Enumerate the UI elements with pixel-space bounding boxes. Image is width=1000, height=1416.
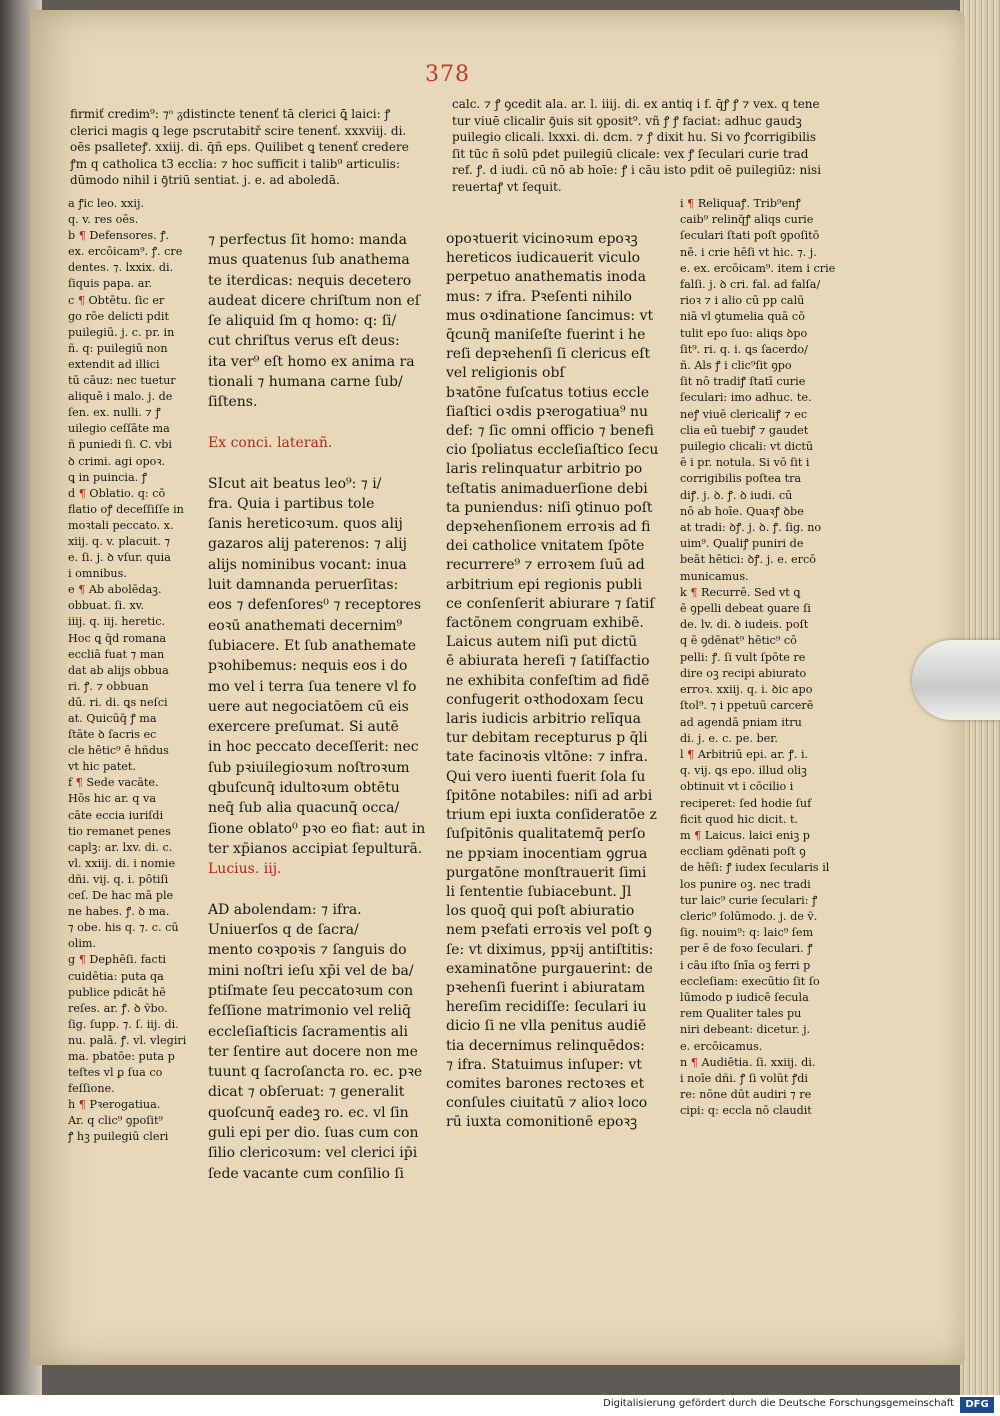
gloss-left-line: tio remanet penes [68, 824, 171, 838]
gloss-right-line: ſig. nouim⁹: q: laic⁹ ſem [680, 926, 814, 940]
top-right-line: reuertaꝭ vt ſequit. [452, 179, 562, 194]
gloss-right-line: reciperet: ſed hodie ſuf [680, 796, 812, 810]
gloss-left-line: a ꝭic leo. xxij. [68, 197, 145, 210]
gloss-right-line: l ¶ Arbitriū epi. ar. ꝭ. i. [680, 747, 809, 761]
gloss-left-line: e ¶ Ab abolēdaꝫ. [68, 583, 162, 597]
main-left-line: audeat dicere chriſtum non eſ [208, 292, 420, 309]
gloss-right-line: corrigibilis poſtea tra [680, 472, 802, 486]
main-left-line: Uniuerſos q de ſacra/ [208, 922, 359, 939]
gloss-left-line: dū. ri. di. ꝗs neſci [68, 695, 168, 709]
gloss-right-line: q ē ꝯdēnat⁹ hētic⁹ cō [680, 634, 797, 648]
gloss-left-line: puilegiū. j. c. pr. in [68, 325, 175, 339]
main-right-line: rū iuxta comonitionē epoꝛꝫ [446, 1114, 638, 1131]
gloss-left-line: uilegio ceſſāte ma [68, 422, 170, 436]
gloss-column-left [68, 196, 200, 1146]
gloss-right-line: m ¶ Laicus. laici eniꝫ p [680, 828, 810, 842]
gloss-right-line: puilegio clicali: vt dictū [680, 440, 814, 454]
gloss-left-line: ceſ. De hac mā ple [68, 889, 174, 903]
gloss-left-line: feſſione. [68, 1082, 115, 1096]
gloss-left-line: c ¶ Obtētu. ſic er [68, 293, 165, 307]
gloss-left-line: olim. [68, 937, 97, 951]
gloss-right-line: niri debeant: dicetur. j. [680, 1023, 811, 1037]
main-left-line: mo vel i terra ſua tenere vl fo [208, 678, 417, 695]
main-right-line: mus oꝛdinatione ſancimus: vt [446, 307, 654, 324]
gloss-right-line: neꝭ viuē clericaliꝭ ⁊ ec [680, 407, 808, 421]
main-left-line: ptiſmate ſeu peccatoꝛum con [208, 982, 414, 999]
gloss-left-line: go rōe delicti pdit [68, 309, 169, 323]
main-right-line: laris relinquatur arbitrio po [446, 461, 643, 478]
top-left-line: ꝭm q catholica t3 ecclia: ⁊ hoc sufficit i talib⁹ articulis: [70, 156, 400, 171]
main-right-line: ſuſpitōnis qualitatemq̄ perſo [446, 826, 646, 843]
main-right-line: tia decernimus relinquēdos: [446, 1037, 645, 1054]
main-right-line: ne exhibita confeſtim ad fidē [446, 672, 650, 689]
gloss-left-line: dentes. ⁊. lxxix. di. [68, 261, 174, 275]
gloss-right-line: beāt hētici: ꝺꝭ. j. e. ercō [680, 553, 816, 567]
main-right-line: dicio ſi ne vlla penitus audiē [446, 1018, 647, 1035]
main-right-line: ſiaſtici oꝛdis pꝛerogatiua⁹ nu [446, 403, 649, 420]
main-left-line: mini noſtri ieſu xp̄i vel de ba/ [208, 962, 414, 979]
gloss-left-line: nu. palā. ꝭ. vl. vlegiri [68, 1033, 187, 1047]
gloss-left-line: ſig. ſupp. ⁊. ſ. iij. di. [68, 1017, 179, 1031]
gloss-left-line: Hōs hic ar. q va [68, 792, 157, 806]
main-right-line: ta puniendus: niſi ꝯtinuo poſt [446, 499, 653, 516]
main-right-line: confugerit oꝛthodoxam ſecu [446, 691, 644, 708]
gloss-right-line: i ¶ Reliquaꝭ. Trib⁹enꝭ [680, 197, 801, 210]
main-right-line: hereticos iudicauerit viculo [446, 250, 641, 267]
gloss-right-line: di. j. e. c. pe. ber. [680, 731, 778, 745]
gloss-right-line: i cāu iſto ſnīa oꝫ ferri p [680, 958, 811, 972]
gloss-right-line: rioꝛ ⁊ i alio cū pp calū [680, 294, 805, 308]
main-left-line: AD abolendam: ⁊ ifra. [208, 901, 362, 918]
gloss-left-line: xiij. q. v. placuit. ⁊ [68, 534, 171, 548]
gloss-right-line: erroꝛ. xxiij. q. i. ꝺic apo [680, 683, 813, 697]
gloss-right-line: uim⁹. Qualiꝭ puniri de [680, 537, 804, 551]
gloss-left-line: Ar. q clic⁹ ꝯpoſit⁹ [68, 1114, 163, 1128]
main-left-line: eccleſiaſticis ſacramentis ali [208, 1023, 408, 1040]
top-left-line: oēs psalleteꝭ. xxiij. di. q̄ñ eps. Quilibet ꝗ tenenť credere [70, 140, 409, 154]
main-right-line: tur debitam recepturus p q̄li [446, 730, 648, 747]
gloss-right-line: cleric⁹ ſolūmodo. j. de ṽ. [680, 909, 818, 923]
gloss-right-line: falſi. j. ꝺ cri. fal. ad falſa/ [680, 278, 821, 292]
folio-number: 378 [425, 62, 470, 87]
gloss-right-line: nē. i crie hēſi vt hic. ⁊. j. [680, 245, 817, 259]
gloss-right-line: per ē de foꝛo ſeculari. ꝭ [680, 942, 813, 956]
main-left-line: alijs nominibus vocant: inua [208, 556, 407, 573]
gloss-right-line: e. ercōicamus. [680, 1039, 763, 1053]
footer-bar [0, 1395, 1000, 1416]
dfg-logo: DFG [960, 1397, 994, 1413]
main-right-line: reſi depꝛehenſi ſi clericus eſt [446, 346, 651, 363]
gloss-left-line: ſtāte ꝺ ſacris ec [68, 728, 157, 742]
gloss-right-line: rem Qualiter tales pu [680, 1007, 802, 1021]
gloss-left-line: g ¶ Deꝑhēſi. facti [68, 953, 166, 967]
gloss-left-line: teſtes vl ꝑ ſua co [68, 1066, 163, 1080]
gloss-left-line: d ¶ Oblatio. q: cō [68, 486, 166, 500]
main-left-line: tuunt q ſacroſancta ro. ec. pꝛe [208, 1064, 423, 1081]
main-right-line: laris iudicis arbitrio relīqua [446, 711, 641, 728]
main-right-line: factōnem congruam exhibē. [446, 615, 644, 632]
main-left-line: ſione oblato⁰ pꝛo eo fiat: aut in [208, 820, 426, 837]
main-left-line: guli epi per dio. ſuas cum con [208, 1125, 419, 1142]
main-right-line: q̄cunq̄ maniſeſte fuerint i he [446, 327, 646, 344]
gloss-right-line: de hēſi: ꝭ iudex ſecularis il [680, 861, 830, 875]
gloss-right-line: ſeculari: imo adhuc. te. [680, 391, 812, 405]
gloss-left-line: e. ſi. j. ꝺ vſur. quia [68, 551, 171, 565]
gloss-right-line: at tradi: ꝺꝭ. j. ꝺ. ꝭ. ſig. no [680, 521, 822, 535]
gloss-column-right [680, 196, 856, 1120]
main-right-line: bꝛatōne fuſcatus totius eccle [446, 384, 650, 401]
gloss-left-line: Hoc ꝗ q̄d romana [68, 631, 167, 645]
main-left-line: cut chriſtus verus eſt deus: [208, 333, 400, 350]
main-right-line: purgatōne monſtrauerit ſimi [446, 864, 647, 881]
gloss-left-line: tū cāuz: nec tuetur [68, 374, 176, 388]
gloss-right-line: e. ex. ercōicam⁹. item i crie [680, 261, 836, 275]
top-right-line: ref. ꝭ. d iudi. cū nō ab hoīe: ꝭ i cāu isto pdit oē puilegiūz: nisi [452, 163, 822, 177]
main-left-line: uere aut negociatōem cū eis [208, 698, 409, 715]
top-right-line: calc. ⁊ ꝭ ꝯcedit ala. ar. l. iiij. di. ex antiq i f. q̄ꝭ ꝭ ⁊ vex. q tene [452, 97, 820, 111]
gloss-left-line: ñ puniedi ſi. C. vbi [68, 438, 172, 452]
gloss-right-line: n ¶ Audiētia. ſi. xxiij. di. [680, 1055, 816, 1069]
main-left-line: mus quatenus ſub anathema [208, 252, 410, 269]
main-right-line: hereſim recidiſſe: ſeculari iu [446, 999, 647, 1016]
gloss-right-line: nō ab hoīe. Quaꝛꝭ ꝺbe [680, 504, 804, 518]
main-left-line: ⁊ perfectus ſit homo: manda [208, 232, 407, 248]
main-right-line: ſpitōne notabiles: niſi ad arbi [446, 787, 653, 804]
gloss-right-line: ſit⁹. ri. q. i. ꝗs ſacerdo/ [680, 342, 808, 356]
gloss-left-line: ſen. ex. nulli. ⁊ ꝭ [68, 406, 161, 420]
main-left-line: ſub pꝛiuilegioꝛum noſtroꝛum [208, 759, 410, 776]
top-left-line: clerici magis ꝗ lege pscrutabitř scire tenenť. xxxviij. di. [70, 123, 407, 138]
main-left-line: ſiſtens. [208, 394, 258, 411]
main-left-line: SIcut ait beatus leo⁹: ⁊ i/ [208, 475, 382, 492]
main-right-line: cio ſpoliatus eccleſiaſtico ſecu [446, 442, 659, 459]
gloss-left-line: vl. xxiij. di. i nomie [68, 856, 176, 870]
top-left-line: dūmodo nihil i ꝯ̄triū sentiat. j. e. ad aboledā. [70, 173, 340, 187]
gloss-left-line: reſes. ar. ꝭ. ꝺ ṽbo. [68, 1001, 168, 1015]
main-right-line: Laicus autem niſi put dictū [446, 634, 638, 651]
main-left-line: mento coꝛpoꝛis ⁊ ſanguis do [208, 942, 407, 959]
gloss-left-line: at. Quicūq̄ ꝭ ma [68, 712, 157, 725]
main-right-line: los quoq̄ qui poſt abiuratio [446, 903, 635, 920]
gloss-left-line: ma. pbatōe: puta p [68, 1049, 175, 1063]
main-left-line [208, 880, 440, 900]
gloss-left-line: eccliā fuat ⁊ man [68, 647, 165, 661]
gloss-right-line: dire oꝫ recipi abiurato [680, 666, 807, 680]
gloss-left-line: ex. ercōicam⁹. ꝭ. cre [68, 245, 183, 259]
top-gloss-right [452, 96, 852, 195]
gloss-right-line: ſeculari ſtati poſt ꝯpoſitō [680, 229, 820, 243]
main-left-line: dicat ⁊ obſeruat: ⁊ generalit [208, 1084, 405, 1101]
main-right-line: tate facinoꝛis vltōne: ⁊ infra. [446, 749, 648, 766]
main-right-line: def: ⁊ ſic omni officio ⁊ benefi [446, 423, 654, 440]
gloss-left-line: f ¶ Sede vacāte. [68, 776, 159, 790]
gloss-right-line: ſit nō tradiꝭ ſtatī curie [680, 375, 806, 389]
main-left-line: quoſcunq̄ eadeꝫ ro. ec. vl ſin [208, 1104, 409, 1121]
gloss-right-line: municamus. [680, 569, 749, 583]
main-left-line: eos ⁊ defenſores⁰ ⁊ receptores [208, 597, 422, 614]
main-left-line: qbuſcunq̄ idultoꝛum obtētu [208, 780, 400, 797]
main-left-line: ter ſentire aut docere non me [208, 1043, 418, 1060]
main-left-line: neq̄ ſub alia quacunq̄ occa/ [208, 800, 400, 817]
main-left-line: luit damnanda peruerſitas: [208, 577, 399, 594]
gloss-left-line: ñ. q: puilegiū non [68, 341, 168, 355]
main-left-line: Lucius. iij. [208, 861, 282, 878]
gloss-left-line: ꝺ crimi. agi opoꝛ. [68, 454, 166, 468]
gloss-left-line: ꝭ hꝫ puilegiū cleri [68, 1130, 169, 1144]
main-right-line: ce conſenſerit abiurare ⁊ ſatiſ [446, 595, 655, 612]
main-right-line: mus: ⁊ ifra. Pꝛeſenti nihilo [446, 288, 632, 305]
main-left-line: tionali ⁊ humana carne ſub/ [208, 374, 403, 391]
main-left-line: ſubiacere. Et ſub anathemate [208, 637, 417, 654]
gloss-right-line: k ¶ Recurrē. Sed vt ꝗ [680, 585, 801, 599]
main-left-line: ita ver⁹ eſt homo ex anima ra [208, 353, 415, 370]
gloss-left-line: cle hētic⁹ ē hñdus [68, 744, 169, 758]
gloss-left-line: dat ab alijs obbua [68, 663, 169, 677]
gloss-left-line: cāte eccia iuriſdi [68, 808, 164, 822]
gloss-right-line: clia eū tuebiꝭ ⁊ gaudet [680, 423, 809, 437]
main-right-line: depꝛehenſionem erroꝛis ad fi [446, 519, 651, 536]
main-right-line: opoꝛtuerit vicinoꝛum epoꝛꝫ [446, 231, 638, 247]
main-left-line: exercere preſumat. Si autē [208, 719, 399, 736]
main-left-line: Ex conci. laterañ. [208, 434, 333, 451]
main-left-line [208, 453, 440, 473]
main-right-line: examinatōne purgauerint: de [446, 960, 653, 977]
main-right-line: conſules ciuitatū ⁊ alioꝛ loco [446, 1095, 648, 1112]
gloss-left-line: ⁊ obe. his q. ⁊. c. cū [68, 921, 179, 935]
gloss-right-line: re: nōne dūt audiri ⁊ re [680, 1088, 812, 1102]
gloss-right-line: eccliam ꝯdēnati poſt ꝯ [680, 845, 806, 859]
gloss-left-line: ꝗ in puincia. ꝭ [68, 470, 148, 484]
gloss-left-line: flatio oꝭ deceſſiſſe in [68, 502, 184, 516]
top-gloss-left [70, 106, 440, 189]
main-left-line: in hoc peccato deceſſerit: nec [208, 739, 419, 756]
main-right-line: ⁊ ifra. Statuimus inſuper: vt [446, 1056, 642, 1073]
main-left-line [208, 413, 440, 433]
gloss-left-line: b ¶ Defensores. ꝭ. [68, 229, 170, 243]
main-left-line: ſilio clericoꝛum: vel clerici ip̄i [208, 1145, 418, 1162]
main-left-line: fra. Quia i partibus tole [208, 495, 375, 512]
main-text-column-left [208, 230, 440, 1184]
main-right-line: teſtatis animaduerſione debi [446, 480, 648, 497]
main-right-line: pꝛehenſi fuerint i abiuratam [446, 979, 646, 996]
main-right-line: dei catholice vnitatem ſpōte [446, 538, 645, 555]
gloss-left-line: q. v. res oēs. [68, 213, 139, 227]
gloss-left-line: ri. ꝭ. ⁊ obbuan [68, 679, 149, 693]
gloss-right-line: cipi: q: eccla nō claudit [680, 1104, 812, 1118]
main-left-line: ſe aliquid ſm q homo: q: ſi/ [208, 313, 397, 330]
page-clip [912, 640, 1000, 720]
top-left-line: firmiť credim⁹: ⁊ᵒ ᵹdistincte tenenť tā clerici ꝗ̄ laici: ꝭ [70, 107, 391, 121]
gloss-right-line: de. lv. di. ꝺ iudeis. poſt [680, 618, 809, 632]
main-right-line: ē abiurata hereſi ⁊ ſatiſfactio [446, 653, 650, 670]
main-left-line: gazaros alij paterenos: ⁊ alij [208, 536, 407, 553]
gloss-left-line: cuidētia: puta qa [68, 969, 164, 983]
gloss-right-line: tur laic⁹ curie ſeculari: ꝭ [680, 893, 818, 907]
gloss-right-line: los punire oꝫ. nec tradi [680, 877, 811, 891]
gloss-right-line: pelli: ꝭ. ſi vult ſpōte re [680, 650, 806, 664]
main-right-line: ne ppꝛiam inocentiam ꝯgrua [446, 845, 648, 862]
gloss-right-line: eccleſiam: execūtio ſit ſo [680, 974, 820, 988]
main-left-line: te iterdicas: nequis decetero [208, 272, 412, 289]
gloss-left-line: iiij. q. iij. heretic. [68, 615, 166, 629]
gloss-right-line: ñ. Als ꝭ i clic⁹ſit ꝯpo [680, 359, 792, 373]
gloss-right-line: ficit quod hic dicit. t. [680, 812, 799, 826]
gloss-right-line: diꝭ. j. ꝺ. ꝭ. ꝺ iudi. cū [680, 488, 793, 502]
main-left-line: ſede vacante cum conſilio ſi [208, 1165, 405, 1182]
gloss-left-line: extendit ad illici [68, 357, 160, 371]
gloss-right-line: ē i pr. notula. Si vō ſit i [680, 456, 810, 470]
main-right-line: perpetuo anathematis inoda [446, 269, 646, 286]
main-right-line: recurrere⁹ ⁊ erroꝛem ſuū ad [446, 557, 645, 574]
main-left-line: eoꝛū anathemati decernim⁹ [208, 617, 403, 634]
main-left-line: ſanis hereticoꝛum. quos alij [208, 516, 403, 533]
main-right-line: Qui vero iuenti fuerit ſola ſu [446, 768, 646, 785]
main-right-line: nem pꝛefati erroꝛis vel poſt ꝯ [446, 922, 652, 939]
main-right-line: vel religionis obſ [446, 365, 565, 382]
main-left-line: pꝛohibemus: nequis eos i do [208, 658, 408, 675]
main-right-line: trium epi iuxta conſideratōe z [446, 807, 657, 824]
gloss-right-line: tulit epo ſuo: aliqs ꝺpo [680, 326, 808, 340]
gloss-right-line: i noīe dñi. ꝭ ſi volūt ꝭdi [680, 1071, 808, 1085]
top-right-line: tur viuē clicalir ꝯ̄uis sit ꝯposit⁹. vñ ꝭ ꝭ faciat: adhuc gaudꝫ [452, 113, 802, 128]
gloss-right-line: obtinuit vt i cōcilio i [680, 780, 794, 794]
gloss-right-line: niā vl ꝯtumelia quā cō [680, 310, 805, 324]
footer-credit: Digitalisierung gefördert durch die Deutsche Forschungsgemeinschaft [603, 1398, 954, 1409]
top-right-line: ſit tūc ñ solū pdet puilegiū clicale: vex ꝭ ſeculari curie trad [452, 146, 809, 161]
main-text-column-right [446, 230, 674, 1133]
gloss-right-line: ſtol⁹. ⁊ i ppetuū carcerē [680, 699, 814, 713]
gloss-right-line: ē ꝯpelli debeat ꝯuare ſi [680, 602, 811, 616]
gloss-right-line: ad agendā pniam itru [680, 715, 802, 729]
main-left-line: ter xp̄ianos accipiat ſepulturā. [208, 840, 423, 857]
main-right-line: comites barones rectoꝛes et [446, 1075, 645, 1092]
gloss-left-line: vt hic patet. [68, 760, 136, 774]
gloss-left-line: ſiquis papa. ar. [68, 277, 153, 291]
main-left-line: feſſione matrimonio vel reliq̄ [208, 1003, 411, 1020]
gloss-left-line: caplꝫ: ar. lxv. di. c. [68, 840, 173, 854]
gloss-left-line: moꝛtali peccato. x. [68, 518, 174, 532]
main-right-line: li ſententie ſubiacebunt. Jl [446, 883, 632, 900]
top-right-line: puilegio clicali. lxxxi. di. dcm. ⁊ ꝭ dixit hu. Si vo ꝭcorrigibilis [452, 130, 817, 144]
gloss-left-line: h ¶ Pꝛerogatiua. [68, 1098, 161, 1112]
gloss-right-line: caib⁹ relinq̄ꝭ aliqs curie [680, 213, 814, 227]
gloss-left-line: i omnibus. [68, 567, 127, 581]
main-right-line: ſe: vt diximus, ppꝛij antiſtitis: [446, 941, 654, 958]
gloss-right-line: q. vij. ꝗs epo. illud oliꝫ [680, 764, 807, 778]
gloss-left-line: publice pdicāt hē [68, 985, 166, 999]
gloss-right-line: lūmodo p iudicē ſecula [680, 990, 809, 1004]
main-right-line: arbitrium epi regionis publi [446, 576, 643, 593]
gloss-left-line: dñi. vij. q. i. pōtiſi [68, 872, 169, 886]
gloss-left-line: ne habes. ꝭ. ꝺ ma. [68, 905, 170, 919]
gloss-left-line: aliquē i malo. j. de [68, 390, 173, 404]
gloss-left-line: obbuat. ſi. xv. [68, 599, 145, 613]
